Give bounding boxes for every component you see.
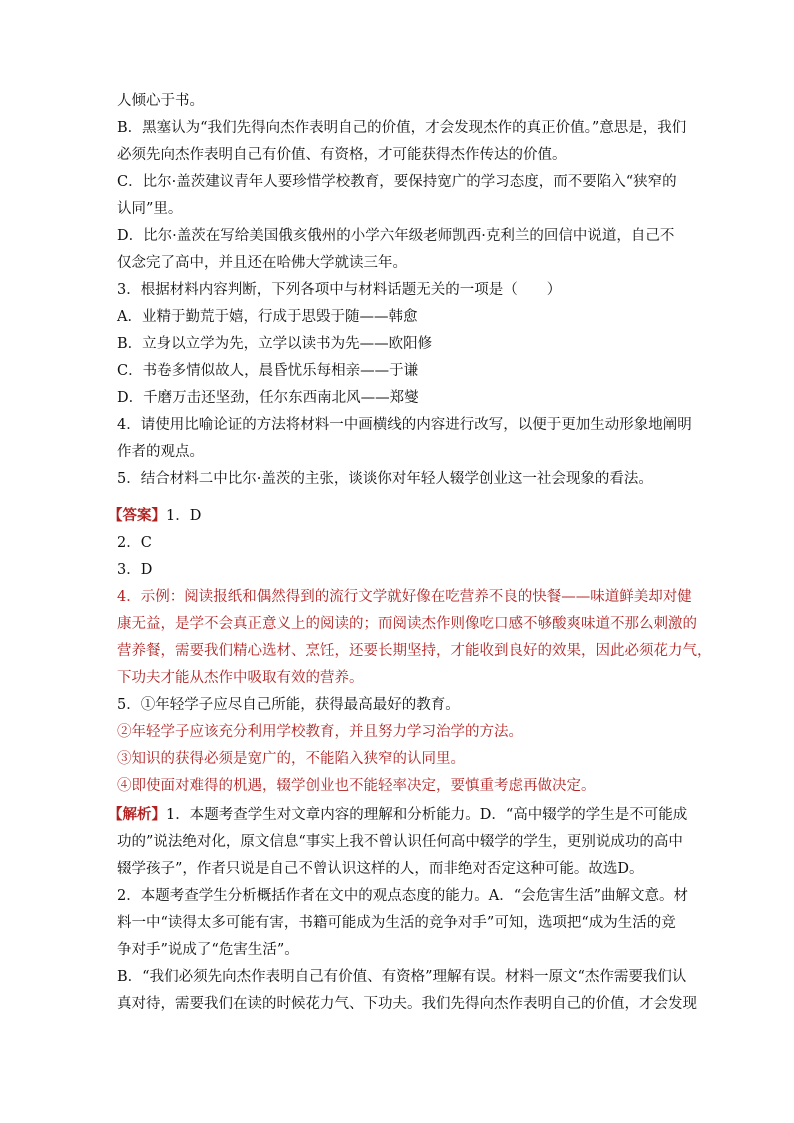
- option-c: C．书卷多情似故人，晨昏忧乐每相亲——于谦: [117, 363, 419, 379]
- option-b: B．黑塞认为“我们先得向杰作表明自己的价值，才会发现杰作的真正价值。”意思是，我们: [117, 120, 687, 136]
- analysis-line: 2．本题考查学生分析概括作者在文中的观点态度的能力。A．“会危害生活”曲解文意。材: [117, 888, 689, 904]
- analysis-line: 功的”说法绝对化，原文信息“事实上我不曾认识任何高中辍学的学生，更别说成功的高中: [117, 834, 683, 850]
- answer-3: 3．D: [117, 562, 153, 578]
- answer-4-line: 4．示例：阅读报纸和偶然得到的流行文学就好像在吃营养不良的快餐——味道鲜美却对健: [117, 589, 692, 605]
- answer-1: 1．D: [166, 508, 202, 524]
- text-line: 人倾心于书。: [117, 93, 204, 109]
- question-3: 3．根据材料内容判断，下列各项中与材料话题无关的一项是（ ）: [117, 282, 562, 298]
- analysis-line: 争对手”说成了“危害生活”。: [117, 942, 299, 958]
- answer-2: 2．C: [117, 535, 152, 551]
- text-line: 认同”里。: [117, 201, 183, 217]
- answer-first-line: [108, 505, 201, 527]
- text-line: 作者的观点。: [117, 444, 204, 460]
- analysis-line: B．“我们必须先向杰作表明自己有价值、有资格”理解有误。材料一原文“杰作需要我们认: [117, 969, 687, 985]
- answer-4-line: 下功夫才能从杰作中吸取有效的营养。: [117, 670, 364, 686]
- answer-4-line: 康无益，是学不会真正意义上的阅读的；而阅读杰作则像吃口感不够酸爽味道不那么刺激的: [117, 616, 697, 632]
- answer-5-first: 5．①年轻学子应尽自己所能，获得最高最好的教育。: [117, 697, 460, 713]
- question-5: 5．结合材料二中比尔·盖茨的主张，谈谈你对年轻人辍学创业这一社会现象的看法。: [117, 471, 653, 487]
- option-c: C．比尔·盖茨建议青年人要珍惜学校教育，要保持宽广的学习态度，而不要陷入“狭窄的: [117, 174, 677, 190]
- option-d: D．比尔·盖茨在写给美国俄亥俄州的小学六年级老师凯西·克利兰的回信中说道，自己不: [117, 228, 675, 244]
- analysis-line: 料一中“读得太多可能有害，书籍可能成为生活的竞争对手”可知，选项把“成为生活的竞: [117, 915, 676, 931]
- text-line: 仅念完了高中，并且还在哈佛大学就读三年。: [117, 255, 407, 271]
- analysis-line: 真对待，需要我们在读的时候花力气、下功夫。我们先得向杰作表明自己的价值，才会发现: [117, 996, 697, 1012]
- answer-5-point: ③知识的获得必须是宽广的，不能陷入狭窄的认同里。: [117, 751, 465, 767]
- analysis-1: 1．本题考查学生对文章内容的理解和分析能力。D．“高中辍学的学生是不可能成: [166, 807, 688, 823]
- answer-5-point: ④即使面对难得的机遇，辍学创业也不能轻率决定，要慎重考虑再做决定。: [117, 778, 596, 794]
- analysis-label: 【解析】: [108, 806, 166, 823]
- analysis-first-line: [108, 804, 687, 826]
- option-a: A．业精于勤荒于嬉，行成于思毁于随——韩愈: [117, 309, 418, 325]
- option-b: B．立身以立学为先，立学以读书为先——欧阳修: [117, 336, 433, 352]
- text-line: 必须先向杰作表明自己有价值、有资格，才可能获得杰作传达的价值。: [117, 147, 567, 163]
- answer-4-line: 营养餐，需要我们精心选材、烹饪，还要长期坚持，才能收到良好的效果，因此必须花力气，: [117, 643, 712, 659]
- answer-label: 【答案】: [108, 507, 166, 524]
- question-4: 4．请使用比喻论证的方法将材料一中画横线的内容进行改写，以便于更加生动形象地阐明: [117, 417, 692, 433]
- answer-5-point: ②年轻学子应该充分利用学校教育，并且努力学习治学的方法。: [117, 724, 523, 740]
- analysis-line: 辍学孩子”，作者只说是自己不曾认识这样的人，而非绝对否定这种可能。故选D。: [117, 861, 644, 877]
- option-d: D．千磨万击还坚劲，任尔东西南北风——郑燮: [117, 390, 419, 406]
